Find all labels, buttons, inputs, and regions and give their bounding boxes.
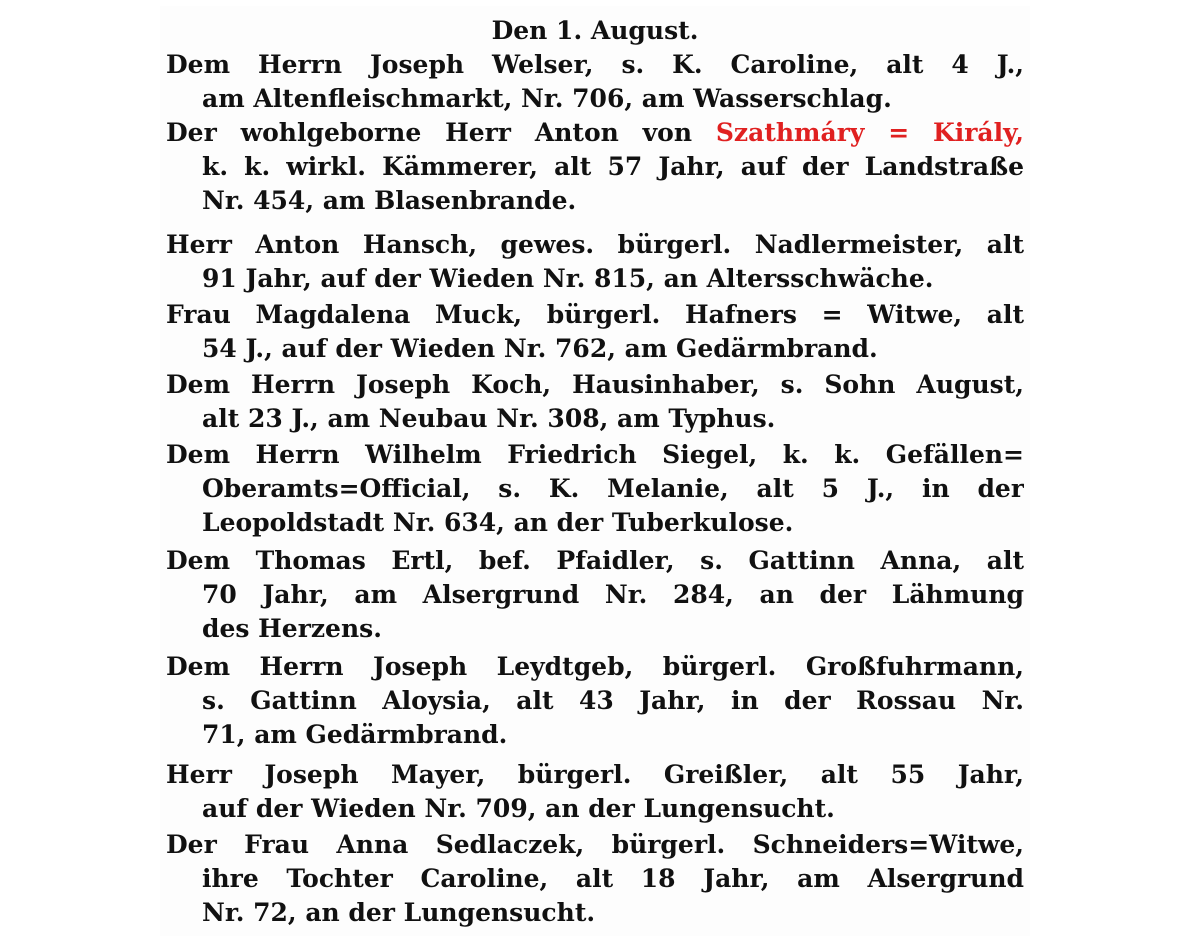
entry-line: Nr. 72, an der Lungensucht. (202, 898, 596, 927)
entry-line: Dem Herrn Joseph Welser, s. K. Caroline, alt 4 J., (166, 50, 1024, 79)
entry-line: des Herzens. (202, 614, 382, 643)
newspaper-column (160, 6, 1030, 936)
entry-line: 70 Jahr, am Alsergrund Nr. 284, an der Lähmung (202, 580, 1024, 609)
entry-line: Dem Herrn Joseph Leydtgeb, bürgerl. Großfuhrmann, (166, 652, 1024, 681)
entry-line: s. Gattinn Aloysia, alt 43 Jahr, in der Rossau Nr. (202, 686, 1024, 715)
entry-line: Dem Herrn Joseph Koch, Hausinhaber, s. Sohn August, (166, 370, 1024, 399)
entry-line: 91 Jahr, auf der Wieden Nr. 815, an Altersschwäche. (202, 264, 934, 293)
death-notice-entry (166, 828, 1024, 930)
entry-line: Dem Herrn Wilhelm Friedrich Siegel, k. k. Gefällen= (166, 440, 1024, 469)
death-notice-entry (166, 48, 1024, 116)
entry-line: Dem Thomas Ertl, bef. Pfaidler, s. Gattinn Anna, alt (166, 546, 1024, 575)
entry-line: ihre Tochter Caroline, alt 18 Jahr, am Alsergrund (202, 864, 1024, 893)
entry-line: Herr Anton Hansch, gewes. bürgerl. Nadlermeister, alt (166, 230, 1024, 259)
death-notice-entry (166, 368, 1024, 436)
entry-line: am Altenfleischmarkt, Nr. 706, am Wasserschlag. (202, 84, 892, 113)
entry-line: Nr. 454, am Blasenbrande. (202, 186, 577, 215)
death-notice-entry (166, 298, 1024, 366)
entry-line: 54 J., auf der Wieden Nr. 762, am Gedärmbrand. (202, 334, 878, 363)
highlighted-name: Szathmáry = Király (715, 118, 1016, 147)
entry-line: auf der Wieden Nr. 709, an der Lungensucht. (202, 794, 835, 823)
entry-line: Oberamts=Official, s. K. Melanie, alt 5 J., in der (202, 474, 1024, 503)
entry-line: Herr Joseph Mayer, bürgerl. Greißler, alt 55 Jahr, (166, 760, 1024, 789)
date-heading: Den 1. August. (491, 16, 699, 45)
entry-line: 71, am Gedärmbrand. (202, 720, 508, 749)
entry-line: Frau Magdalena Muck, bürgerl. Hafners = Witwe, alt (166, 300, 1024, 329)
entry-line (166, 116, 1024, 150)
death-notice-entry (166, 228, 1024, 296)
entry-line-text: Der wohlgeborne Herr Anton von (166, 118, 716, 147)
entry-line: k. k. wirkl. Kämmerer, alt 57 Jahr, auf der Landstraße (202, 152, 1024, 181)
entry-line: Der Frau Anna Sedlaczek, bürgerl. Schneiders=Witwe, (166, 830, 1024, 859)
death-notice-entry (166, 544, 1024, 646)
death-notice-entry (166, 116, 1024, 218)
death-notice-entry (166, 650, 1024, 752)
death-notice-entry (166, 758, 1024, 826)
entry-line-punctuation: , (1015, 118, 1024, 147)
entry-line: alt 23 J., am Neubau Nr. 308, am Typhus. (202, 404, 776, 433)
death-notice-entry (166, 438, 1024, 540)
entry-line: Leopoldstadt Nr. 634, an der Tuberkulose. (202, 508, 794, 537)
